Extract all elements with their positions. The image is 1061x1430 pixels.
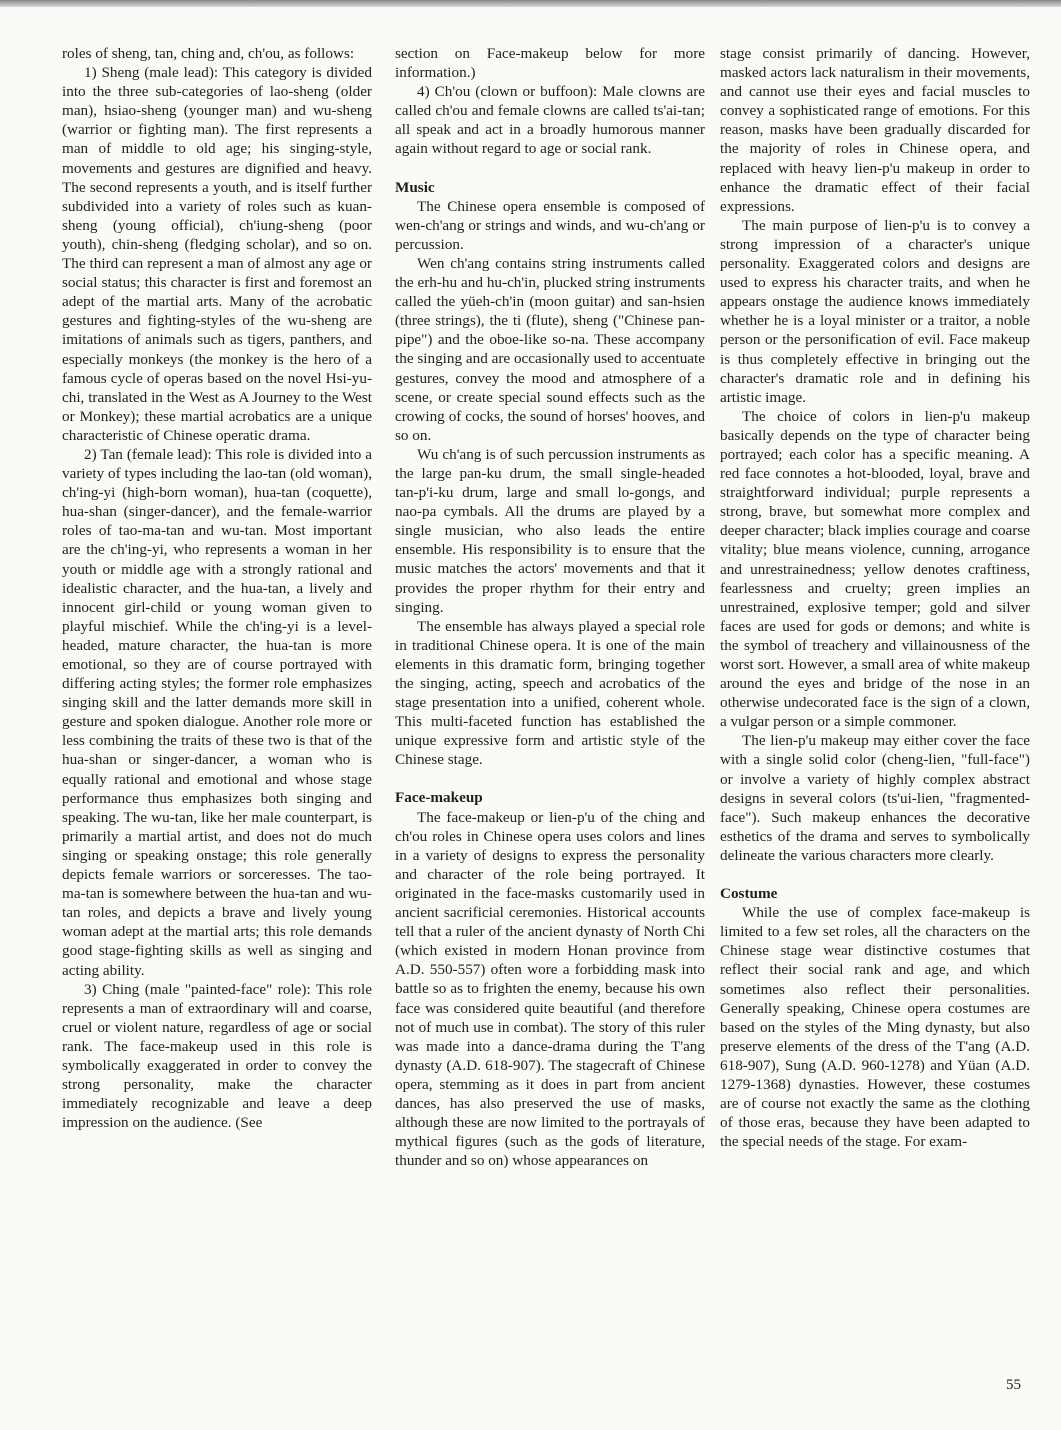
paragraph: 3) Ching (male "painted-face" role): This role represents a man of extraordinary will and coarse, cruel or violent nature, regardless of age or social rank. The face-makeup used in this role is symbolically exaggerated in order to convey the strong personality, make the character immediately recognizable and leave a deep impression on the audience. (See xyxy=(62,980,372,1132)
paragraph: The ensemble has always played a special role in traditional Chinese opera. It is one of the main elements in this dramatic form, bringing together the singing, acting, speech and acrobatics of the stage presentation into a unified, coherent whole. This multi-faceted function has established the unique expressive form and artistic style of the Chinese stage. xyxy=(395,617,705,769)
paragraph: Wu ch'ang is of such percussion instruments as the large pan-ku drum, the small single-headed tan-p'i-ku drum, large and small lo-gongs, and nao-pa cymbals. All the drums are played by a single musician, who also leads the entire ensemble. His responsibility is to ensure that the music matches the actors' movements and that it provides the proper rhythm for their entry and singing. xyxy=(395,445,705,616)
paragraph: stage consist primarily of dancing. However, masked actors lack naturalism in their movements, and cannot use their eyes and facial muscles to convey a sophisticated range of emotions. For this reason, masks have been gradually discarded for the majority of roles in Chinese opera, and replaced with heavy lien-p'u makeup in order to enhance the dramatic effect of their facial expressions. xyxy=(720,45,1030,215)
paragraph: roles of sheng, tan, ching and, ch'ou, as follows: xyxy=(62,45,355,62)
section-gap xyxy=(395,769,705,788)
text-column-left xyxy=(62,44,372,1132)
paragraph: The main purpose of lien-p'u is to convey a strong impression of a character's unique personality. Exaggerated colors and designs are used to express his character traits, and when he appears onstage the audience knows immediately whether he is a loyal minister or a traitor, a noble person or the personification of evil. Face makeup is thus completely effective in bringing out the character's dramatic role and in defining his artistic image. xyxy=(720,216,1030,406)
paragraph: Wen ch'ang contains string instruments called the erh-hu and hu-ch'in, plucked string instruments called the yüeh-ch'in (moon guitar) and san-hsien (three strings), the ti (flute), sheng ("Chinese pan-pipe") and the oboe-like so-na. These accompany the singing and are occasionally used to accentuate gestures, convey the mood and atmosphere of a scene, or create special sound effects such as the crowing of cocks, the sound of horses' hooves, and so on. xyxy=(395,254,705,444)
paragraph: The face-makeup or lien-p'u of the ching and ch'ou roles in Chinese opera uses colors and lines in a variety of designs to express the personality and character of the role being portrayed. It originated in the face-masks customarily used in ancient sacrificial ceremonies. Historical accounts tell that a ruler of the ancient dynasty of North Chi (which existed in modern Honan province from A.D. 550-557) often wore a forbidding mask into battle so as to frighten the enemy, because his own face was considered quite beautiful (and therefore not of much use in combat). The story of this ruler was made into a dance-drama during the T'ang dynasty (A.D. 618-907). The stagecraft of Chinese opera, stemming as it does in part from ancient dances, has also preserved the use of masks, although these are now limited to the portrayals of mythical figures (such as the gods of literature, thunder and so on) whose appearances on xyxy=(395,808,705,1170)
section-heading: Face-makeup xyxy=(395,789,483,807)
paragraph: section on Face-makeup below for more information.) xyxy=(395,45,705,82)
section-heading: Costume xyxy=(720,885,778,903)
paragraph: The lien-p'u makeup may either cover the face with a single solid color (cheng-lien, "full-face") or involve a variety of highly complex abstract designs in several colors (ts'ui-lien, "fragmented-face"). Such makeup enhances the decorative esthetics of the drama and serves to symbolically delineate the various characters more clearly. xyxy=(720,732,1030,864)
section-gap xyxy=(395,159,705,178)
paragraph: 1) Sheng (male lead): This category is divided into the three sub-categories of lao-sheng (older man), hsiao-sheng (younger man) and wu-sheng (warrior or fighting man). The first represents a man of middle to old age; his singing-style, movements and gestures are dignified and heavy. The second represents a youth, and is itself further subdivided into a variety of roles such as kuan-sheng (young official), ch'iung-sheng (poor youth), chin-sheng (fledging scholar), and so on. The third can represent a man of almost any age or social status; this character is first and foremost an adept of the martial arts. Many of the acrobatic gestures and fighting-styles of the wu-sheng are imitations of animals such as tigers, panthers, and especially monkeys (the monkey is the hero of a famous cycle of operas based on the novel Hsi-yu-chi, translated in the West as A Journey to the West or Monkey); these martial acrobatics are a unique characteristic of Chinese operatic drama. xyxy=(62,64,372,444)
scan-edge xyxy=(0,0,1061,7)
text-column-right xyxy=(720,44,1030,1151)
paragraph: The Chinese opera ensemble is composed of wen-ch'ang or strings and winds, and wu-ch'ang or percussion. xyxy=(395,197,705,253)
paragraph: While the use of complex face-makeup is limited to a few set roles, all the characters on the Chinese stage wear distinctive costumes that reflect their social rank and age, and which sometimes also reflect their personalities. Generally speaking, Chinese opera costumes are based on the styles of the Ming dynasty, but also preserve elements of the dress of the T'ang (A.D. 618-907), Sung (A.D. 960-1278) and Yüan (A.D. 1279-1368) dynasties. However, these costumes are of course not exactly the same as the clothing of those eras, because they have been adapted to the special needs of the stage. For exam- xyxy=(720,904,1030,1151)
section-gap xyxy=(720,865,1030,884)
paragraph: The choice of colors in lien-p'u makeup basically depends on the type of character being portrayed; each color has a specific meaning. A red face connotes a hot-blooded, loyal, brave and straightforward individual; purple represents a strong, brave, but somewhat more complex and deeper character; black implies courage and coarse vitality; blue means violence, cunning, arrogance and unrestrainedness; yellow denotes craftiness, fearlessness and cruelty; green implies an unrestrained, explosive temper; gold and silver faces are used for gods or demons; and white is the symbol of treachery and villainousness of the worst sort. However, a small area of white makeup around the eyes and bridge of the nose in an otherwise undecorated face is the sign of a clown, a vulgar person or a simple commoner. xyxy=(720,407,1030,731)
text-column-middle xyxy=(395,44,705,1170)
page-number: 55 xyxy=(1006,1377,1021,1393)
paragraph: 4) Ch'ou (clown or buffoon): Male clowns are called ch'ou and female clowns are called ts'ai-tan; all speak and act in a broadly humorous manner again without regard to age or social rank. xyxy=(395,83,705,158)
section-heading: Music xyxy=(395,178,435,196)
paragraph: 2) Tan (female lead): This role is divided into a variety of types including the lao-tan (old woman), ch'ing-yi (high-born woman), hua-tan (coquette), hua-shan (singer-dancer), and the female-warrior roles of tao-ma-tan and wu-tan. Most important are the ch'ing-yi, who represents a woman in her youth or middle age with a strongly rational and idealistic character, and the hua-tan, a lively and innocent girl-child or young woman given to playful mischief. While the ch'ing-yi is a level-headed, mature character, the hua-tan is more emotional, so they are of course portrayed with differing acting styles; the former role emphasizes singing skill and the latter demands more skill in gesture and spoken dialogue. Another role more or less combining the traits of these two is that of the hua-shan or singer-dancer, a woman who is equally rational and emotional and whose stage performance thus emphasizes both singing and speaking. The wu-tan, like her male counterpart, is primarily a martial artist, and does not do much singing or speaking onstage; this role generally depicts female warriors or sorceresses. The tao-ma-tan is somewhere between the hua-tan and wu-tan roles, and depicts a brave and lively young woman adept at the martial arts; this role demands good stage-fighting skills as well as singing and acting ability. xyxy=(62,445,372,979)
